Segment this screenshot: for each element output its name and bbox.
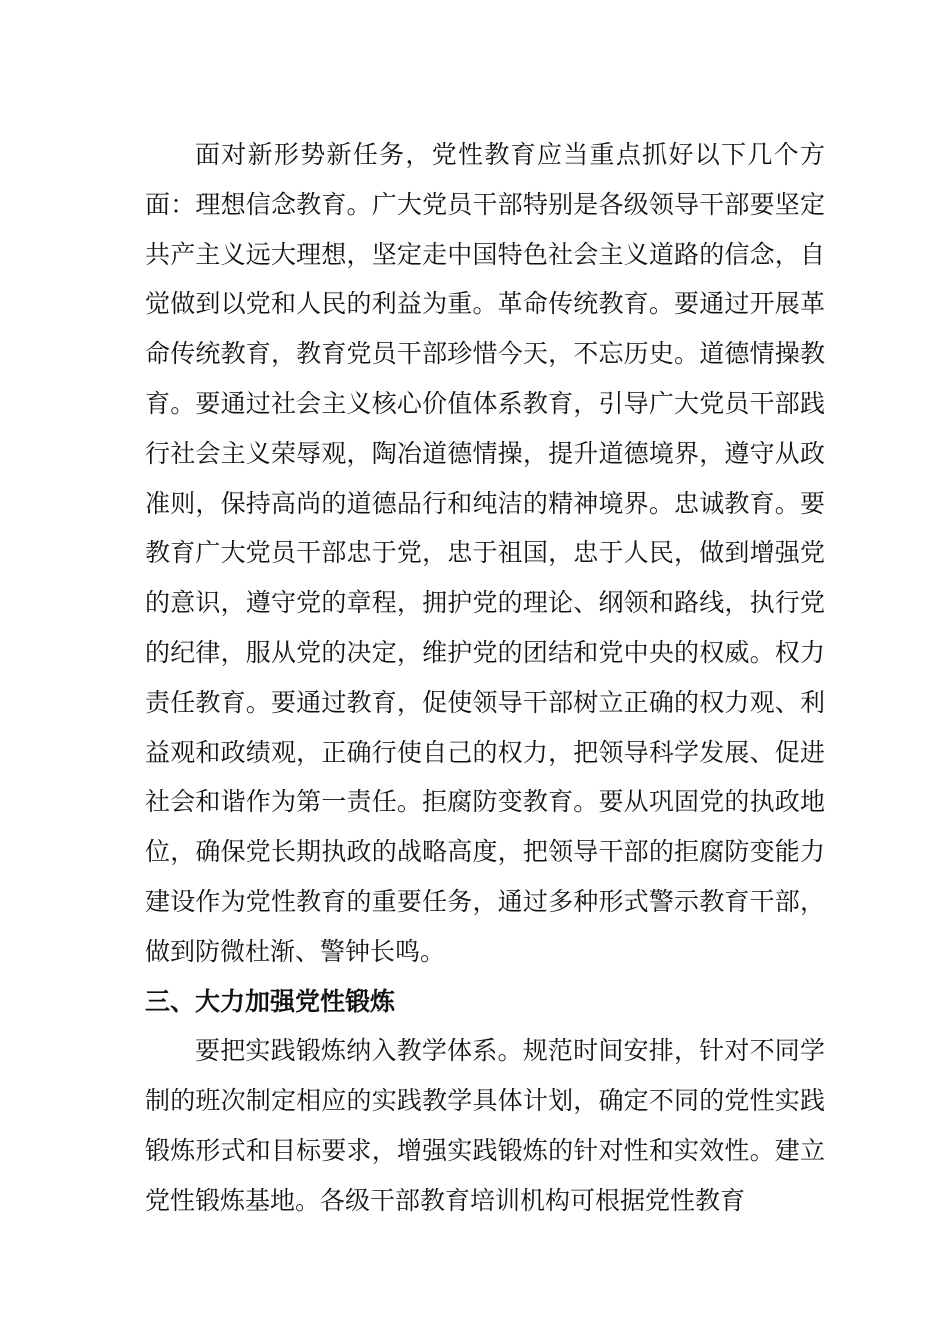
document-body bbox=[145, 130, 825, 1226]
body-paragraph-practice-training: 要把实践锻炼纳入教学体系。规范时间安排，针对不同学制的班次制定相应的实践教学具体计划，确定不同的党性实践锻炼形式和目标要求，增强实践锻炼的针对性和实效性。建立党性锻炼基地。各级干部教育培训机构可根据党性教育 bbox=[145, 1036, 825, 1215]
body-paragraph-party-education: 面对新形势新任务，党性教育应当重点抓好以下几个方面：理想信念教育。广大党员干部特别是各级领导干部要坚定共产主义远大理想，坚定走中国特色社会主义道路的信念，自觉做到以党和人民的利益为重。革命传统教育。要通过开展革命传统教育，教育党员干部珍惜今天，不忘历史。道德情操教育。要通过社会主义核心价值体系教育，引导广大党员干部践行社会主义荣辱观，陶冶道德情操，提升道德境界，遵守从政准则，保持高尚的道德品行和纯洁的精神境界。忠诚教育。要教育广大党员干部忠于党，忠于祖国，忠于人民，做到增强党的意识，遵守党的章程，拥护党的理论、纲领和路线，执行党的纪律，服从党的决定，维护党的团结和党中央的权威。权力责任教育。要通过教育，促使领导干部树立正确的权力观、利益观和政绩观，正确行使自己的权力，把领导科学发展、促进社会和谐作为第一责任。拒腐防变教育。要从巩固党的执政地位，确保党长期执政的战略高度，把领导干部的拒腐防变能力建设作为党性教育的重要任务，通过多种形式警示教育干部，做到防微杜渐、警钟长鸣。 bbox=[145, 140, 825, 966]
section-heading: 三、大力加强党性锻炼 bbox=[145, 986, 396, 1016]
